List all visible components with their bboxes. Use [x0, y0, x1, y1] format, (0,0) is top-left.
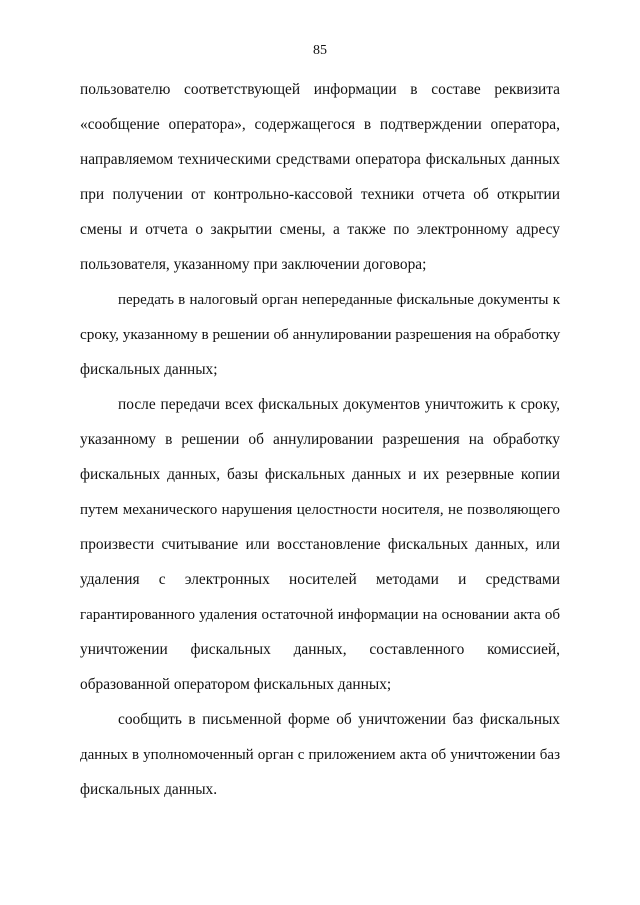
- text-line: гарантированного удаления остаточной информации на основании акта об: [80, 607, 560, 623]
- text-line: данных в уполномоченный орган с приложением акта об уничтожении баз: [80, 747, 560, 763]
- text-line: при получении от контрольно-кассовой техники отчета об открытии: [80, 186, 560, 203]
- text-line: пользователя, указанному при заключении договора;: [80, 256, 427, 273]
- page-number: 85: [313, 43, 327, 58]
- text-line: путем механического нарушения целостности носителя, не позволяющего: [80, 502, 560, 518]
- text-line: образованной оператором фискальных данных;: [80, 676, 392, 693]
- text-line: после передачи всех фискальных документов уничтожить к сроку,: [118, 396, 560, 413]
- text-line: сообщить в письменной форме об уничтожении баз фискальных: [118, 711, 560, 728]
- text-line: указанному в решении об аннулировании разрешения на обработку: [80, 431, 560, 448]
- text-line: фискальных данных, базы фискальных данных и их резервные копии: [80, 466, 560, 483]
- text-line: удаления с электронных носителей методами и средствами: [80, 571, 560, 588]
- text-line: сроку, указанному в решении об аннулировании разрешения на обработку: [80, 326, 561, 343]
- text-line: фискальных данных.: [80, 781, 218, 798]
- text-line: фискальных данных;: [80, 361, 218, 378]
- text-line: произвести считывание или восстановление фискальных данных, или: [80, 536, 560, 553]
- text-line: пользователю соответствующей информации в составе реквизита: [80, 81, 560, 98]
- text-line: передать в налоговый орган непереданные фискальные документы к: [118, 292, 560, 308]
- text-line: смены и отчета о закрытии смены, а также по электронному адресу: [80, 221, 560, 238]
- text-line: уничтожении фискальных данных, составленного комиссией,: [80, 641, 560, 658]
- text-line: направляемом техническими средствами оператора фискальных данных: [80, 151, 560, 168]
- text-line: «сообщение оператора», содержащегося в подтверждении оператора,: [80, 116, 560, 133]
